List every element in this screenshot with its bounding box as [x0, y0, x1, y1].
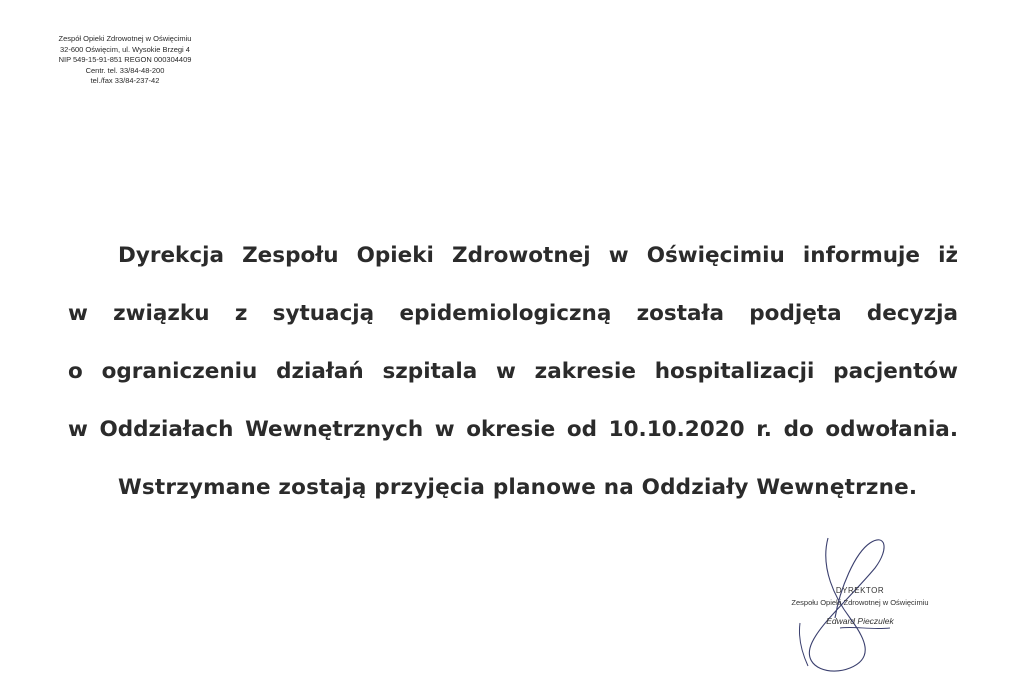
stamp-line-central-phone: Centr. tel. 33/84-48-200: [85, 65, 165, 75]
signature-title: DYREKTOR: [835, 586, 885, 595]
announcement-line-1: Dyrekcja Zespołu Opieki Zdrowotnej w Oświęcimiu informuje iż: [118, 243, 958, 268]
announcement-line-4: w Oddziałach Wewnętrznych w okresie od 10.10.2020 r. do odwołania.: [68, 417, 958, 442]
stamp-line-institution: Zespół Opieki Zdrowotnej w Oświęcimiu: [58, 34, 192, 43]
stamp-line-nip-regon: NIP 549-15-91-851 REGON 000304409: [58, 55, 192, 64]
stamp-line-address: 32-600 Oświęcim, ul. Wysokie Brzegi 4: [60, 44, 190, 54]
announcement-line-2: w związku z sytuacją epidemiologiczną została podjęta decyzja: [68, 301, 958, 326]
signature-name: Edward Pieczulek: [826, 616, 894, 626]
signature-stamp: [785, 585, 935, 627]
signature-institution: Zespołu Opieki Zdrowotnej w Oświęcimiu: [791, 598, 929, 607]
stamp-line-fax: tel./fax 33/84-237-42: [90, 76, 160, 85]
announcement-body: [68, 236, 958, 526]
header-stamp: [30, 34, 220, 87]
announcement-line-5: Wstrzymane zostają przyjęcia planowe na Oddziały Wewnętrzne.: [118, 475, 918, 500]
announcement-line-3: o ograniczeniu działań szpitala w zakresie hospitalizacji pacjentów: [68, 359, 958, 384]
